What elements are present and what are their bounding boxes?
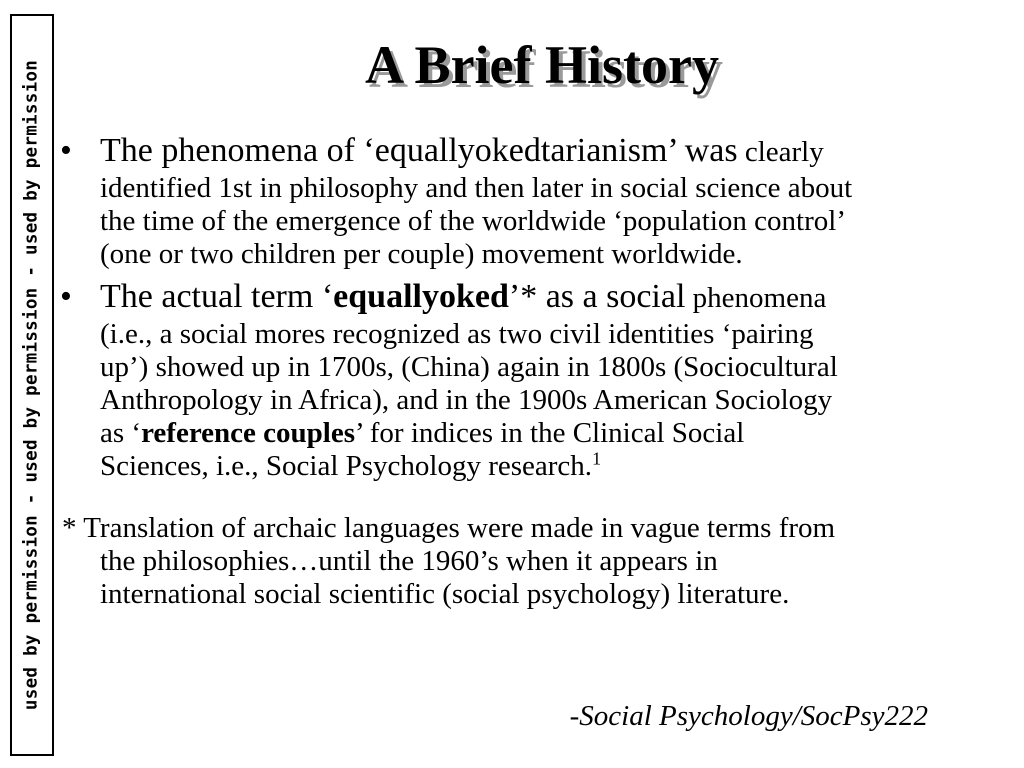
bullet-1-line-2: the time of the emergence of the worldwide ‘population control’ xyxy=(100,205,846,237)
bullet-2-lead-pre: The actual term ‘ xyxy=(100,278,334,315)
attribution: -Social Psychology/SocPsy222 xyxy=(569,700,928,732)
footnote-line-1: * Translation of archaic languages were made in vague terms from xyxy=(62,512,836,544)
footnote-line-3: international social scientific (social psychology) literature. xyxy=(100,578,790,610)
footnote-line-2: the philosophies…until the 1960’s when it appears in xyxy=(100,545,718,577)
bullet-2-lead-term: equallyoked xyxy=(333,278,509,315)
bullet-2-line-1: (i.e., a social mores recognized as two civil identities ‘pairing xyxy=(100,318,814,350)
bullet-1-lead-large: The phenomena of ‘equallyokedtarianism’ was xyxy=(100,132,738,169)
bullet-2-lead xyxy=(100,278,826,315)
permission-sidebar xyxy=(10,14,54,756)
bullet-1-lead xyxy=(100,132,824,169)
bullet-2-line-4-post: ’ for indices in the Clinical Social xyxy=(355,417,745,449)
bullet-2-line-4-pre: as ‘ xyxy=(100,417,142,449)
bullet-dot-icon: • xyxy=(60,278,72,315)
bullet-1-lead-small: clearly xyxy=(737,136,824,168)
bullet-2-lead-small: phenomena xyxy=(685,282,827,314)
bullet-2-line-5 xyxy=(100,450,1013,483)
bullet-1-line-3: (one or two children per couple) movement worldwide. xyxy=(100,238,743,270)
bullet-2-lead-post: ’* as a social xyxy=(508,278,686,315)
bullet-2-line-3: Anthropology in Africa), and in the 1900s American Sociology xyxy=(100,384,833,416)
bullet-dot-icon: • xyxy=(60,132,72,169)
footnote-reference: 1 xyxy=(592,448,602,469)
bullet-2-line-5-text: Sciences, i.e., Social Psychology research. xyxy=(100,450,593,482)
bullet-2-line-4 xyxy=(100,417,1013,450)
footnote xyxy=(62,512,1012,611)
bullet-2-line-2: up’) showed up in 1700s, (China) again in 1800s (Sociocultural xyxy=(100,351,838,383)
bullet-item-1 xyxy=(58,131,1013,271)
slide-title: A Brief History xyxy=(365,35,719,95)
permission-watermark-text: used by permission - used by permission - used by permission xyxy=(21,59,42,711)
bullet-1-line-1: identified 1st in philosophy and then later in social science about xyxy=(100,172,853,204)
bullet-list xyxy=(58,131,1013,489)
bullet-2-line-4-term: reference couples xyxy=(141,417,356,449)
bullet-item-2 xyxy=(58,277,1013,483)
